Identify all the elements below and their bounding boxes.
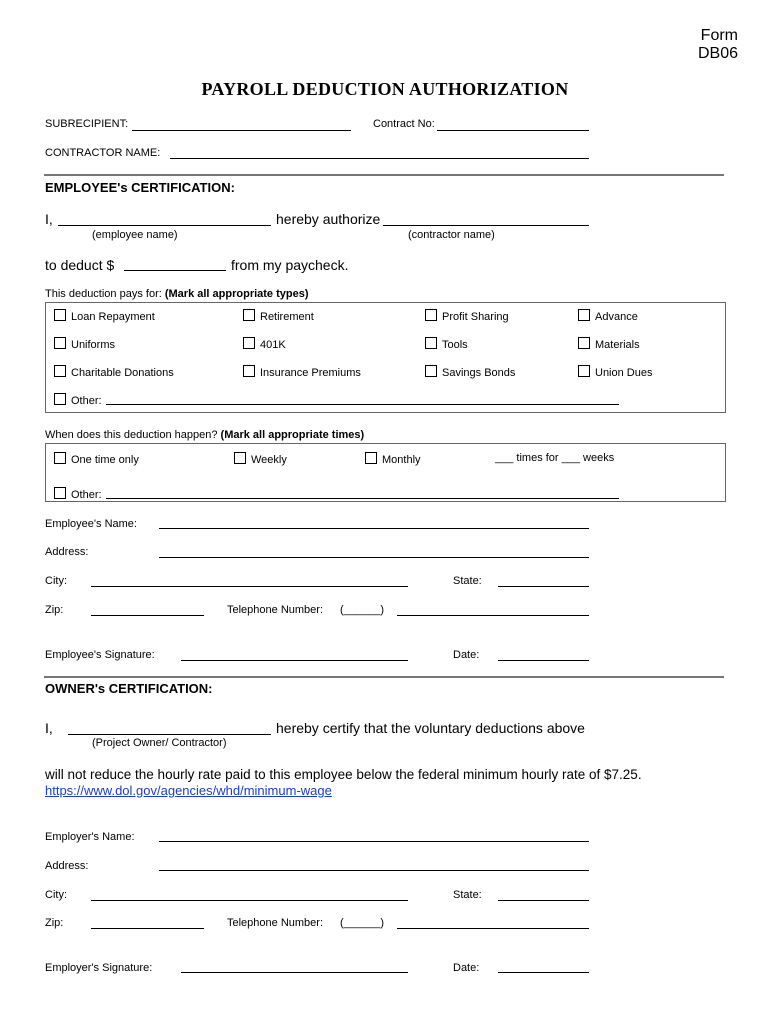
employee-signature-label: Employee's Signature:	[45, 649, 155, 661]
employee-phone-label: Telephone Number:	[227, 604, 324, 616]
type-profit-sharing[interactable]: Profit Sharing	[425, 309, 509, 323]
employer-zip-field[interactable]	[91, 928, 204, 929]
employee-name-label: Employee's Name:	[45, 518, 137, 530]
deduct-amount-field[interactable]	[124, 270, 226, 271]
type-401k[interactable]: 401K	[243, 337, 286, 351]
time-weekly[interactable]: Weekly	[234, 452, 287, 466]
time-monthly[interactable]: Monthly	[365, 452, 421, 466]
employer-date-label: Date:	[453, 962, 480, 974]
employer-phone-field[interactable]	[397, 928, 589, 929]
employee-name-field[interactable]	[159, 528, 589, 529]
employee-name-line[interactable]	[58, 225, 271, 226]
type-savings-bonds[interactable]: Savings Bonds	[425, 365, 515, 379]
employer-date-field[interactable]	[498, 972, 589, 973]
checkbox[interactable]	[54, 309, 66, 321]
employer-address-label: Address:	[45, 860, 89, 872]
employee-name-caption: (employee name)	[92, 229, 178, 241]
employer-phone-label: Telephone Number:	[227, 917, 324, 929]
subrecipient-field[interactable]	[132, 130, 351, 131]
employee-city-label: City:	[45, 575, 67, 587]
time-other-field[interactable]	[106, 498, 619, 499]
employer-name-field[interactable]	[159, 841, 589, 842]
checkbox[interactable]	[425, 309, 437, 321]
type-charitable-donations[interactable]: Charitable Donations	[54, 365, 174, 379]
employer-city-label: City:	[45, 889, 67, 901]
checkbox[interactable]	[243, 309, 255, 321]
employee-phone-area[interactable]: (______)	[340, 604, 385, 616]
employee-city-field[interactable]	[91, 586, 408, 587]
employee-address-label: Address:	[45, 546, 89, 558]
pays-for-label: This deduction pays for: (Mark all appropriate types)	[45, 288, 309, 300]
type-other[interactable]: Other:	[54, 393, 102, 407]
type-other-field[interactable]	[106, 404, 619, 405]
form-code-block	[698, 27, 738, 63]
section-divider	[44, 676, 724, 678]
employer-address-field[interactable]	[159, 870, 589, 871]
employer-state-field[interactable]	[498, 900, 589, 901]
type-uniforms[interactable]: Uniforms	[54, 337, 115, 351]
checkbox[interactable]	[54, 452, 66, 464]
deduct-prefix: to deduct $	[45, 257, 115, 273]
employee-zip-field[interactable]	[91, 615, 204, 616]
form-label: Form	[700, 27, 738, 44]
employee-state-label: State:	[453, 575, 482, 587]
form-code: DB06	[697, 45, 738, 62]
employee-phone-field[interactable]	[397, 615, 589, 616]
checkbox[interactable]	[243, 365, 255, 377]
dol-minimum-wage-link[interactable]: https://www.dol.gov/agencies/whd/minimum-wage	[45, 783, 332, 798]
employer-zip-label: Zip:	[45, 917, 64, 929]
employee-i-label: I,	[45, 211, 53, 227]
contract-no-field[interactable]	[437, 130, 589, 131]
contractor-name-line[interactable]	[383, 225, 589, 226]
checkbox[interactable]	[365, 452, 377, 464]
type-tools[interactable]: Tools	[425, 337, 468, 351]
checkbox[interactable]	[54, 393, 66, 405]
checkbox[interactable]	[425, 337, 437, 349]
employee-state-field[interactable]	[498, 586, 589, 587]
deduct-suffix: from my paycheck.	[231, 257, 349, 273]
type-materials[interactable]: Materials	[578, 337, 640, 351]
employee-cert-heading: EMPLOYEE's CERTIFICATION:	[45, 180, 235, 195]
employer-signature-label: Employer's Signature:	[45, 962, 153, 974]
type-retirement[interactable]: Retirement	[243, 309, 314, 323]
checkbox[interactable]	[54, 365, 66, 377]
type-insurance-premiums[interactable]: Insurance Premiums	[243, 365, 361, 379]
employer-phone-area[interactable]: (______)	[340, 917, 385, 929]
certify-text: hereby certify that the voluntary deductions above	[276, 720, 585, 736]
contractor-name-field[interactable]	[170, 158, 589, 159]
employer-city-field[interactable]	[91, 900, 408, 901]
owner-cert-heading: OWNER's CERTIFICATION:	[45, 681, 213, 696]
checkbox[interactable]	[578, 309, 590, 321]
checkbox[interactable]	[54, 337, 66, 349]
owner-caption: (Project Owner/ Contractor)	[92, 737, 227, 749]
contractor-name-label: CONTRACTOR NAME:	[45, 147, 161, 159]
checkbox[interactable]	[425, 365, 437, 377]
employer-name-label: Employer's Name:	[45, 831, 135, 843]
employee-date-label: Date:	[453, 649, 480, 661]
employee-address-field[interactable]	[159, 557, 589, 558]
employee-date-field[interactable]	[498, 660, 589, 661]
authorize-text: hereby authorize	[276, 211, 381, 227]
type-advance[interactable]: Advance	[578, 309, 638, 323]
employee-zip-label: Zip:	[45, 604, 64, 616]
times-for-weeks[interactable]: ___ times for ___ weeks	[495, 452, 615, 464]
checkbox[interactable]	[578, 337, 590, 349]
when-label: When does this deduction happen? (Mark all appropriate times)	[45, 429, 365, 441]
time-other[interactable]: Other:	[54, 487, 102, 501]
contract-no-label: Contract No:	[373, 118, 435, 130]
checkbox[interactable]	[54, 487, 66, 499]
employee-signature-field[interactable]	[181, 660, 408, 661]
contractor-name-caption: (contractor name)	[408, 229, 495, 241]
owner-i-label: I,	[45, 720, 53, 736]
checkbox[interactable]	[578, 365, 590, 377]
minimum-wage-statement: will not reduce the hourly rate paid to this employee below the federal minimum hourly rate of $7.25.	[45, 767, 642, 782]
type-loan-repayment[interactable]: Loan Repayment	[54, 309, 155, 323]
employer-state-label: State:	[453, 889, 482, 901]
checkbox[interactable]	[243, 337, 255, 349]
owner-name-line[interactable]	[68, 734, 271, 735]
checkbox[interactable]	[234, 452, 246, 464]
time-one-time-only[interactable]: One time only	[54, 452, 139, 466]
section-divider	[44, 174, 724, 176]
subrecipient-label: SUBRECIPIENT:	[45, 118, 129, 130]
employer-signature-field[interactable]	[181, 972, 408, 973]
type-union-dues[interactable]: Union Dues	[578, 365, 652, 379]
page-title: PAYROLL DEDUCTION AUTHORIZATION	[201, 79, 569, 99]
